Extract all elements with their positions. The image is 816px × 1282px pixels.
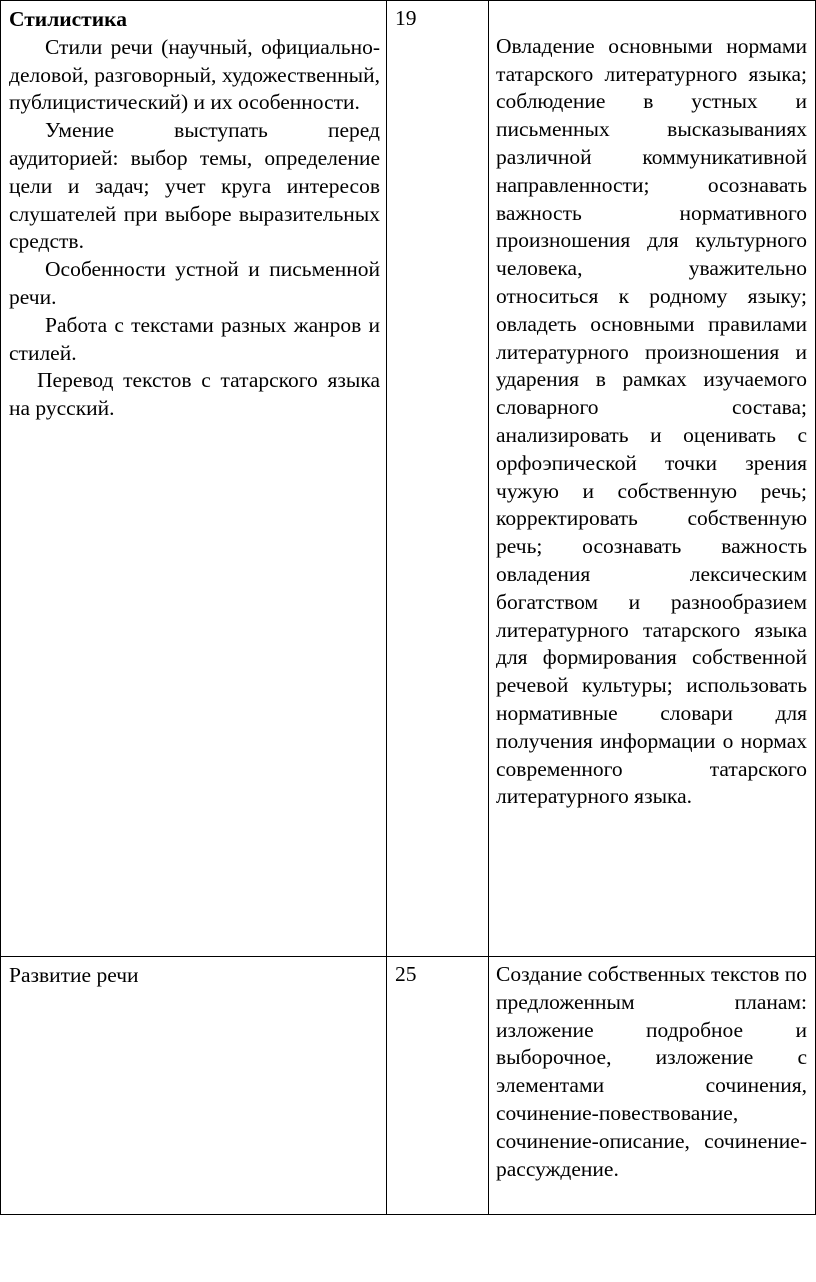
section-title: Развитие речи <box>9 963 139 987</box>
requirements-text: Овладение основными нормами татарского литературного языка; соблюдение в устных и письменных высказываниях различной коммуникативной направленности; осознавать важность нормативного произношения для культурного человека, уважительно относиться к родному языку; овладеть основными правилами литературного произношения и ударения в рамках изучаемого словарного состава; анализировать и оценивать с орфоэпической точки зрения чужую и собственную речь; корректировать собственную речь; осознавать важность овладения лексическим богатством и разнообразием литературного татарского языка для формирования собственной речевой культуры; использовать нормативные словари для получения информации о нормах современного татарского литературного языка. <box>496 33 807 809</box>
topic-paragraph: Перевод текстов с татарского языка на русский. <box>9 368 380 421</box>
section-title: Стилистика <box>9 7 127 31</box>
table-row <box>1 957 816 1215</box>
topic-cell <box>1 957 387 1215</box>
hours-value: 19 <box>395 6 417 30</box>
topic-cell <box>1 1 387 957</box>
topic-paragraph: Стили речи (научный, официально-деловой, разговорный, художественный, публицистический) и их особенности. <box>9 34 380 115</box>
table-row <box>1 1 816 957</box>
requirements-cell <box>489 1 816 957</box>
topic-paragraph: Особенности устной и письменной речи. <box>9 257 380 309</box>
hours-cell <box>387 957 489 1215</box>
requirements-cell <box>489 957 816 1215</box>
hours-value: 25 <box>395 962 417 986</box>
topic-paragraph: Умение выступать перед аудиторией: выбор темы, определение цели и задач; учет круга интересов слушателей при выборе выразительных средств. <box>9 118 380 254</box>
blank-line <box>496 5 807 33</box>
topic-paragraph: Работа с текстами разных жанров и стилей. <box>9 312 380 365</box>
hours-cell <box>387 1 489 957</box>
requirements-text: Создание собственных текстов по предложенным планам: изложение подробное и выборочное, изложение с элементами сочинения, сочинение-повествование, сочинение-описание, сочинение-рассуждение. <box>496 962 807 1181</box>
